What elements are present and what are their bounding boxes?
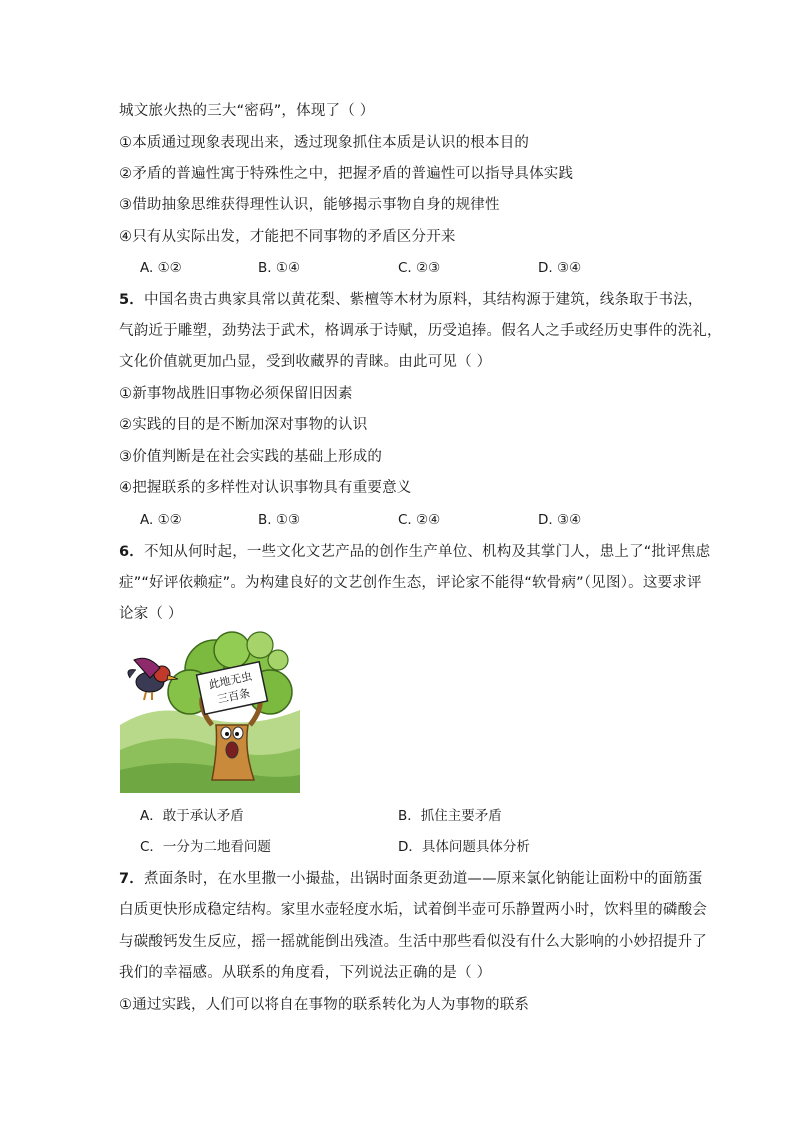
q4-stem: 城文旅火热的三大“密码”，体现了（ ） bbox=[119, 103, 375, 119]
q6-text-1: 不知从何时起，一些文化文艺产品的创作生产单位、机构及其掌门人，患上了“批评焦虑 bbox=[144, 544, 711, 560]
q6-option-d[interactable]: D．具体问题具体分析 bbox=[398, 839, 530, 855]
q4-option-d[interactable]: D. ③④ bbox=[538, 260, 582, 276]
q6-line-3: 论家（ ） bbox=[119, 606, 183, 622]
q5-statement-4: ④把握联系的多样性对认识事物具有重要意义 bbox=[119, 480, 412, 496]
q6-line-2: 症”“好评依赖症”。为构建良好的文艺创作生态，评论家不能得“软骨病”（见图）。这要求评 bbox=[119, 575, 702, 591]
q6-option-a[interactable]: A．敢于承认矛盾 bbox=[140, 808, 244, 824]
sign-text-2: 三百条 bbox=[216, 686, 252, 707]
q7-line-3: 与碳酸钙发生反应，摇一摇就能倒出残渣。生活中那些看似没有什么大影响的小妙招提升了 bbox=[119, 934, 707, 950]
q4-option-a[interactable]: A. ①② bbox=[140, 260, 182, 276]
sign-text-1: 此地无虫 bbox=[207, 669, 254, 692]
q5-text-1: 中国名贵古典家具常以黄花梨、紫檀等木材为原料，其结构源于建筑，线条取于书法， bbox=[144, 292, 703, 308]
q7-text-1: 煮面条时，在水里撒一小撮盐，出锅时面条更劲道——原来氯化钠能让面粉中的面筋蛋 bbox=[144, 871, 703, 887]
q6-number: 6． bbox=[119, 544, 144, 560]
q5-option-d[interactable]: D. ③④ bbox=[538, 512, 582, 528]
q4-option-b[interactable]: B. ①④ bbox=[258, 260, 301, 276]
q5-option-a[interactable]: A. ①② bbox=[140, 512, 182, 528]
q6-option-b[interactable]: B．抓住主要矛盾 bbox=[398, 808, 502, 824]
q7-number: 7． bbox=[119, 871, 144, 887]
q4-statement-1: ①本质通过现象表现出来，透过现象抓住本质是认识的根本目的 bbox=[119, 135, 530, 151]
q5-line-2: 气韵近于雕塑，劲势法于武术，格调承于诗赋，历受追捧。假名人之手或经历史事件的洗礼， bbox=[119, 323, 722, 339]
q5-option-b[interactable]: B. ①③ bbox=[258, 512, 301, 528]
q4-statement-2: ②矛盾的普遍性寓于特殊性之中，把握矛盾的普遍性可以指导具体实践 bbox=[119, 166, 574, 182]
q5-statement-2: ②实践的目的是不断加深对事物的认识 bbox=[119, 417, 368, 433]
q5-line-3: 文化价值就更加凸显，受到收藏界的青睐。由此可见（ ） bbox=[119, 354, 492, 370]
q5-line-1 bbox=[119, 290, 703, 310]
q5-statement-1: ①新事物战胜旧事物必须保留旧因素 bbox=[119, 386, 353, 402]
q7-statement-1: ①通过实践，人们可以将自在事物的联系转化为人为事物的联系 bbox=[119, 997, 530, 1013]
q5-statement-3: ③价值判断是在社会实践的基础上形成的 bbox=[119, 449, 383, 465]
q6-option-c[interactable]: C．一分为二地看问题 bbox=[140, 839, 271, 855]
q4-statement-3: ③借助抽象思维获得理性认识，能够揭示事物自身的规律性 bbox=[119, 197, 500, 213]
q6-line-1 bbox=[119, 542, 710, 562]
q7-line-4: 我们的幸福感。从联系的角度看，下列说法正确的是（ ） bbox=[119, 965, 492, 981]
q5-option-c[interactable]: C. ②④ bbox=[398, 512, 441, 528]
q4-option-c[interactable]: C. ②③ bbox=[398, 260, 441, 276]
q7-line-1 bbox=[119, 869, 703, 889]
q7-line-2: 白质更快形成稳定结构。家里水壶轻度水垢，试着倒半壶可乐静置两小时，饮料里的磷酸会 bbox=[119, 902, 707, 918]
q5-number: 5． bbox=[119, 292, 144, 308]
cartoon-illustration bbox=[120, 630, 300, 793]
q4-statement-4: ④只有从实际出发，才能把不同事物的矛盾区分开来 bbox=[119, 229, 456, 245]
